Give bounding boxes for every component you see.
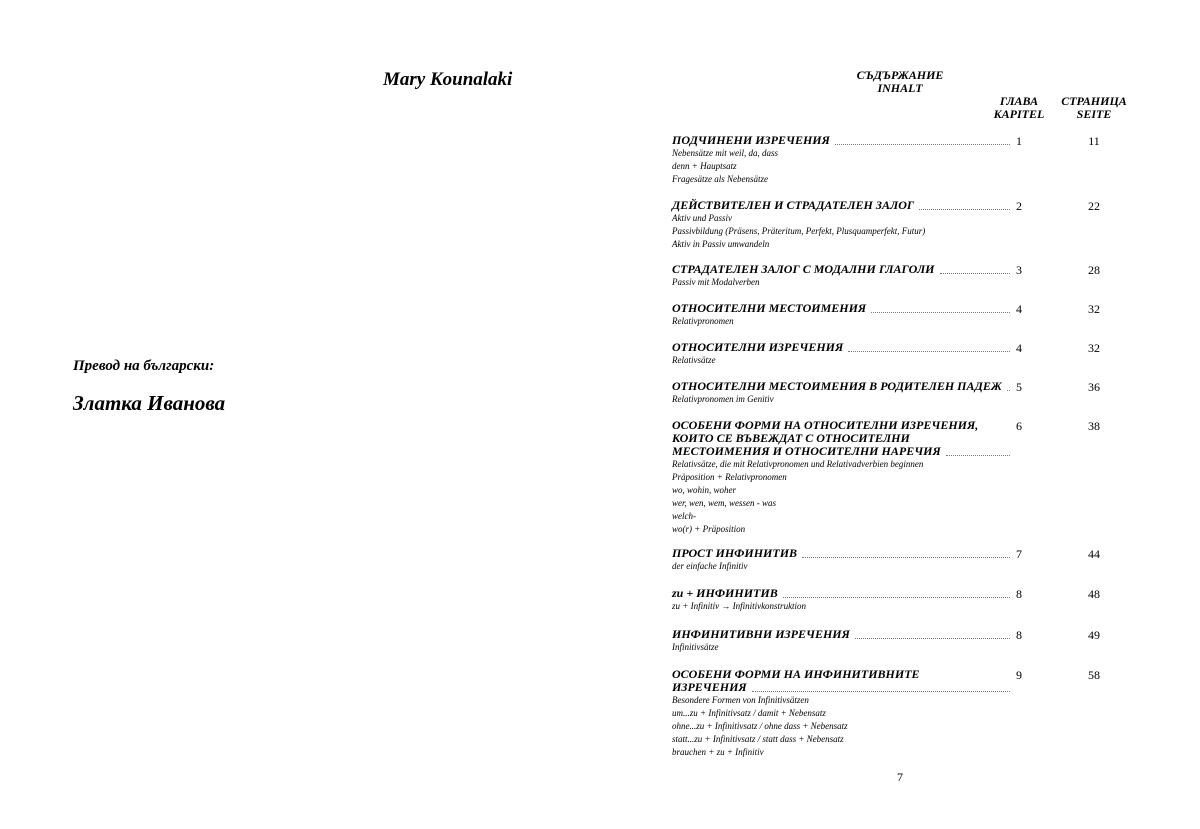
toc-entry-title: [672, 134, 1017, 147]
toc-entry-title-line: ИНФИНИТИВНИ ИЗРЕЧЕНИЯ: [672, 628, 1017, 641]
toc-entry-subtitle: wo(r) + Präposition: [672, 524, 746, 534]
toc-entry-page: 36: [1088, 380, 1100, 394]
toc-entry-chapter: 1: [1016, 134, 1022, 148]
toc-entry-subtitle: Passiv mit Modalverben: [672, 277, 760, 287]
toc-entry-title-line: ОСОБЕНИ ФОРМИ НА ИНФИНИТИВНИТЕ: [672, 667, 920, 681]
toc-entry-page: 32: [1088, 341, 1100, 355]
dot-leader: [783, 596, 1010, 598]
toc-entry-title-line: ОСОБЕНИ ФОРМИ НА ОТНОСИТЕЛНИ ИЗРЕЧЕНИЯ,: [672, 418, 979, 432]
toc-entry-chapter: 2: [1016, 199, 1022, 213]
page-number: 7: [897, 770, 903, 784]
dot-leader: [871, 311, 1010, 313]
toc-entry-subtitle: wo, wohin, woher: [672, 485, 737, 495]
toc-entry-title: [672, 380, 1017, 393]
translation-label: Превод на български:: [73, 358, 215, 374]
toc-entry-title-line: ОТНОСИТЕЛНИ МЕСТОИМЕНИЯ В РОДИТЕЛЕН ПАДЕЖ: [672, 380, 1017, 393]
toc-entry-subtitle: Präposition + Relativpronomen: [672, 472, 787, 482]
toc-entry-subtitle: Relativpronomen im Genitiv: [672, 394, 774, 404]
dot-leader: [946, 454, 1010, 456]
toc-entry: [672, 380, 1137, 406]
toc-entry-subtitle: Relativsätze, die mit Relativpronomen und Relativadverbien beginnen: [672, 459, 924, 469]
toc-title-bg: СЪДЪРЖАНИЕ: [856, 68, 944, 82]
toc-entry-subtitle: Passivbildung (Präsens, Präteritum, Perfekt, Plusquamperfekt, Futur): [672, 226, 926, 236]
toc-entry-title: [672, 587, 1017, 600]
toc-entry-subtitle: Besondere Formen von Infinitivsätzen: [672, 695, 809, 705]
toc-entry-subtitle: denn + Hauptsatz: [672, 161, 737, 171]
toc-entry-title-line: МЕСТОИМЕНИЯ И ОТНОСИТЕЛНИ НАРЕЧИЯ: [672, 445, 1017, 458]
toc-entry-title-line: ПОДЧИНЕНИ ИЗРЕЧЕНИЯ: [672, 134, 1017, 147]
toc-entry: [672, 341, 1137, 367]
toc-entry-title: [672, 199, 1017, 212]
toc-entry-chapter: 6: [1016, 419, 1022, 433]
toc-entry: [672, 668, 1137, 759]
toc-entry-subtitle: Fragesätze als Nebensätze: [672, 174, 768, 184]
toc-title-de: INHALT: [877, 81, 923, 95]
chapter-header-de: KAPITEL: [993, 107, 1045, 121]
toc-entry-title: [672, 419, 1017, 458]
toc-entry-chapter: 8: [1016, 587, 1022, 601]
toc-entry-page: 49: [1088, 628, 1100, 642]
toc-entry-subtitle: wer, wen, wem, wessen - was: [672, 498, 776, 508]
toc-entry-title: [672, 628, 1017, 641]
dot-leader: [802, 556, 1010, 558]
toc-entry-page: 22: [1088, 199, 1100, 213]
toc-title: [820, 69, 980, 95]
dot-leader: [1007, 389, 1010, 391]
toc-entry-chapter: 9: [1016, 668, 1022, 682]
toc-entry-page: 32: [1088, 302, 1100, 316]
dot-leader: [919, 208, 1010, 210]
toc-entry-subtitle: Aktiv und Passiv: [672, 213, 732, 223]
toc-entry-page: 48: [1088, 587, 1100, 601]
toc-entry-title-line: ОТНОСИТЕЛНИ ИЗРЕЧЕНИЯ: [672, 341, 1017, 354]
toc-entry-title-line: zu + ИНФИНИТИВ: [672, 587, 1017, 600]
toc-entry-title-line: ОТНОСИТЕЛНИ МЕСТОИМЕНИЯ: [672, 302, 1017, 315]
toc-entry-subtitle: der einfache Infinitiv: [672, 561, 748, 571]
page-header-de: SEITE: [1076, 107, 1112, 121]
chapter-column-header: [988, 95, 1050, 121]
toc-entry-chapter: 8: [1016, 628, 1022, 642]
toc-entry-subtitle: Relativsätze: [672, 355, 716, 365]
toc-entry-subtitle: ohne...zu + Infinitivsatz / ohne dass + Nebensatz: [672, 721, 848, 731]
toc-entry-subtitle: um...zu + Infinitivsatz / damit + Nebensatz: [672, 708, 826, 718]
toc-entry-subtitle: Relativpronomen: [672, 316, 734, 326]
toc-entry-subtitle: brauchen + zu + Infinitiv: [672, 747, 764, 757]
toc-entry-title-line: ПРОСТ ИНФИНИТИВ: [672, 547, 1017, 560]
dot-leader: [848, 350, 1010, 352]
toc-entry-chapter: 7: [1016, 547, 1022, 561]
toc-entry-page: 38: [1088, 419, 1100, 433]
toc-entry: [672, 419, 1137, 536]
page-column-header: [1055, 95, 1133, 121]
dot-leader: [752, 690, 1010, 692]
toc-entry: [672, 587, 1137, 613]
dot-leader: [940, 272, 1010, 274]
translator-name: Златка Иванова: [73, 391, 226, 415]
page-header-bg: СТРАНИЦА: [1061, 94, 1127, 108]
toc-entry: [672, 199, 1137, 251]
toc-entry: [672, 302, 1137, 328]
chapter-header-bg: ГЛАВА: [999, 94, 1039, 108]
toc-entry-subtitle: zu + Infinitiv → Infinitivkonstruktion: [672, 601, 807, 611]
toc-entry: [672, 263, 1137, 289]
author-name: Mary Kounalaki: [383, 69, 513, 90]
toc-entry-subtitle: statt...zu + Infinitivsatz / statt dass + Nebensatz: [672, 734, 844, 744]
dot-leader: [835, 143, 1010, 145]
toc-entry-title: [672, 547, 1017, 560]
toc-entry-chapter: 5: [1016, 380, 1022, 394]
toc-entry-chapter: 4: [1016, 302, 1022, 316]
toc-entry-subtitle: welch-: [672, 511, 696, 521]
toc-entry-title: [672, 341, 1017, 354]
toc-entry-title-line: ИЗРЕЧЕНИЯ: [672, 681, 1017, 694]
dot-leader: [855, 637, 1010, 639]
toc-entry-title: [672, 263, 1017, 276]
toc-entry: [672, 547, 1137, 573]
toc-entry: [672, 134, 1137, 186]
toc-entry-subtitle: Nebensätze mit weil, da, dass: [672, 148, 778, 158]
toc-entry-chapter: 3: [1016, 263, 1022, 277]
toc-entry-title-line: ДЕЙСТВИТЕЛЕН И СТРАДАТЕЛЕН ЗАЛОГ: [672, 199, 1017, 212]
toc-entry-title: [672, 302, 1017, 315]
toc-entry-page: 44: [1088, 547, 1100, 561]
toc-entry: [672, 628, 1137, 654]
toc-entry-subtitle: Infinitivsätze: [672, 642, 719, 652]
toc-entry-page: 28: [1088, 263, 1100, 277]
toc-entry-page: 58: [1088, 668, 1100, 682]
toc-entry-title-line: КОИТО СЕ ВЪВЕЖДАТ С ОТНОСИТЕЛНИ: [672, 431, 910, 445]
toc-entry-title: [672, 668, 1017, 694]
toc-entry-page: 11: [1088, 134, 1100, 148]
toc-entry-chapter: 4: [1016, 341, 1022, 355]
toc-entry-subtitle: Aktiv in Passiv umwandeln: [672, 239, 770, 249]
toc-entry-title-line: СТРАДАТЕЛЕН ЗАЛОГ С МОДАЛНИ ГЛАГОЛИ: [672, 263, 1017, 276]
